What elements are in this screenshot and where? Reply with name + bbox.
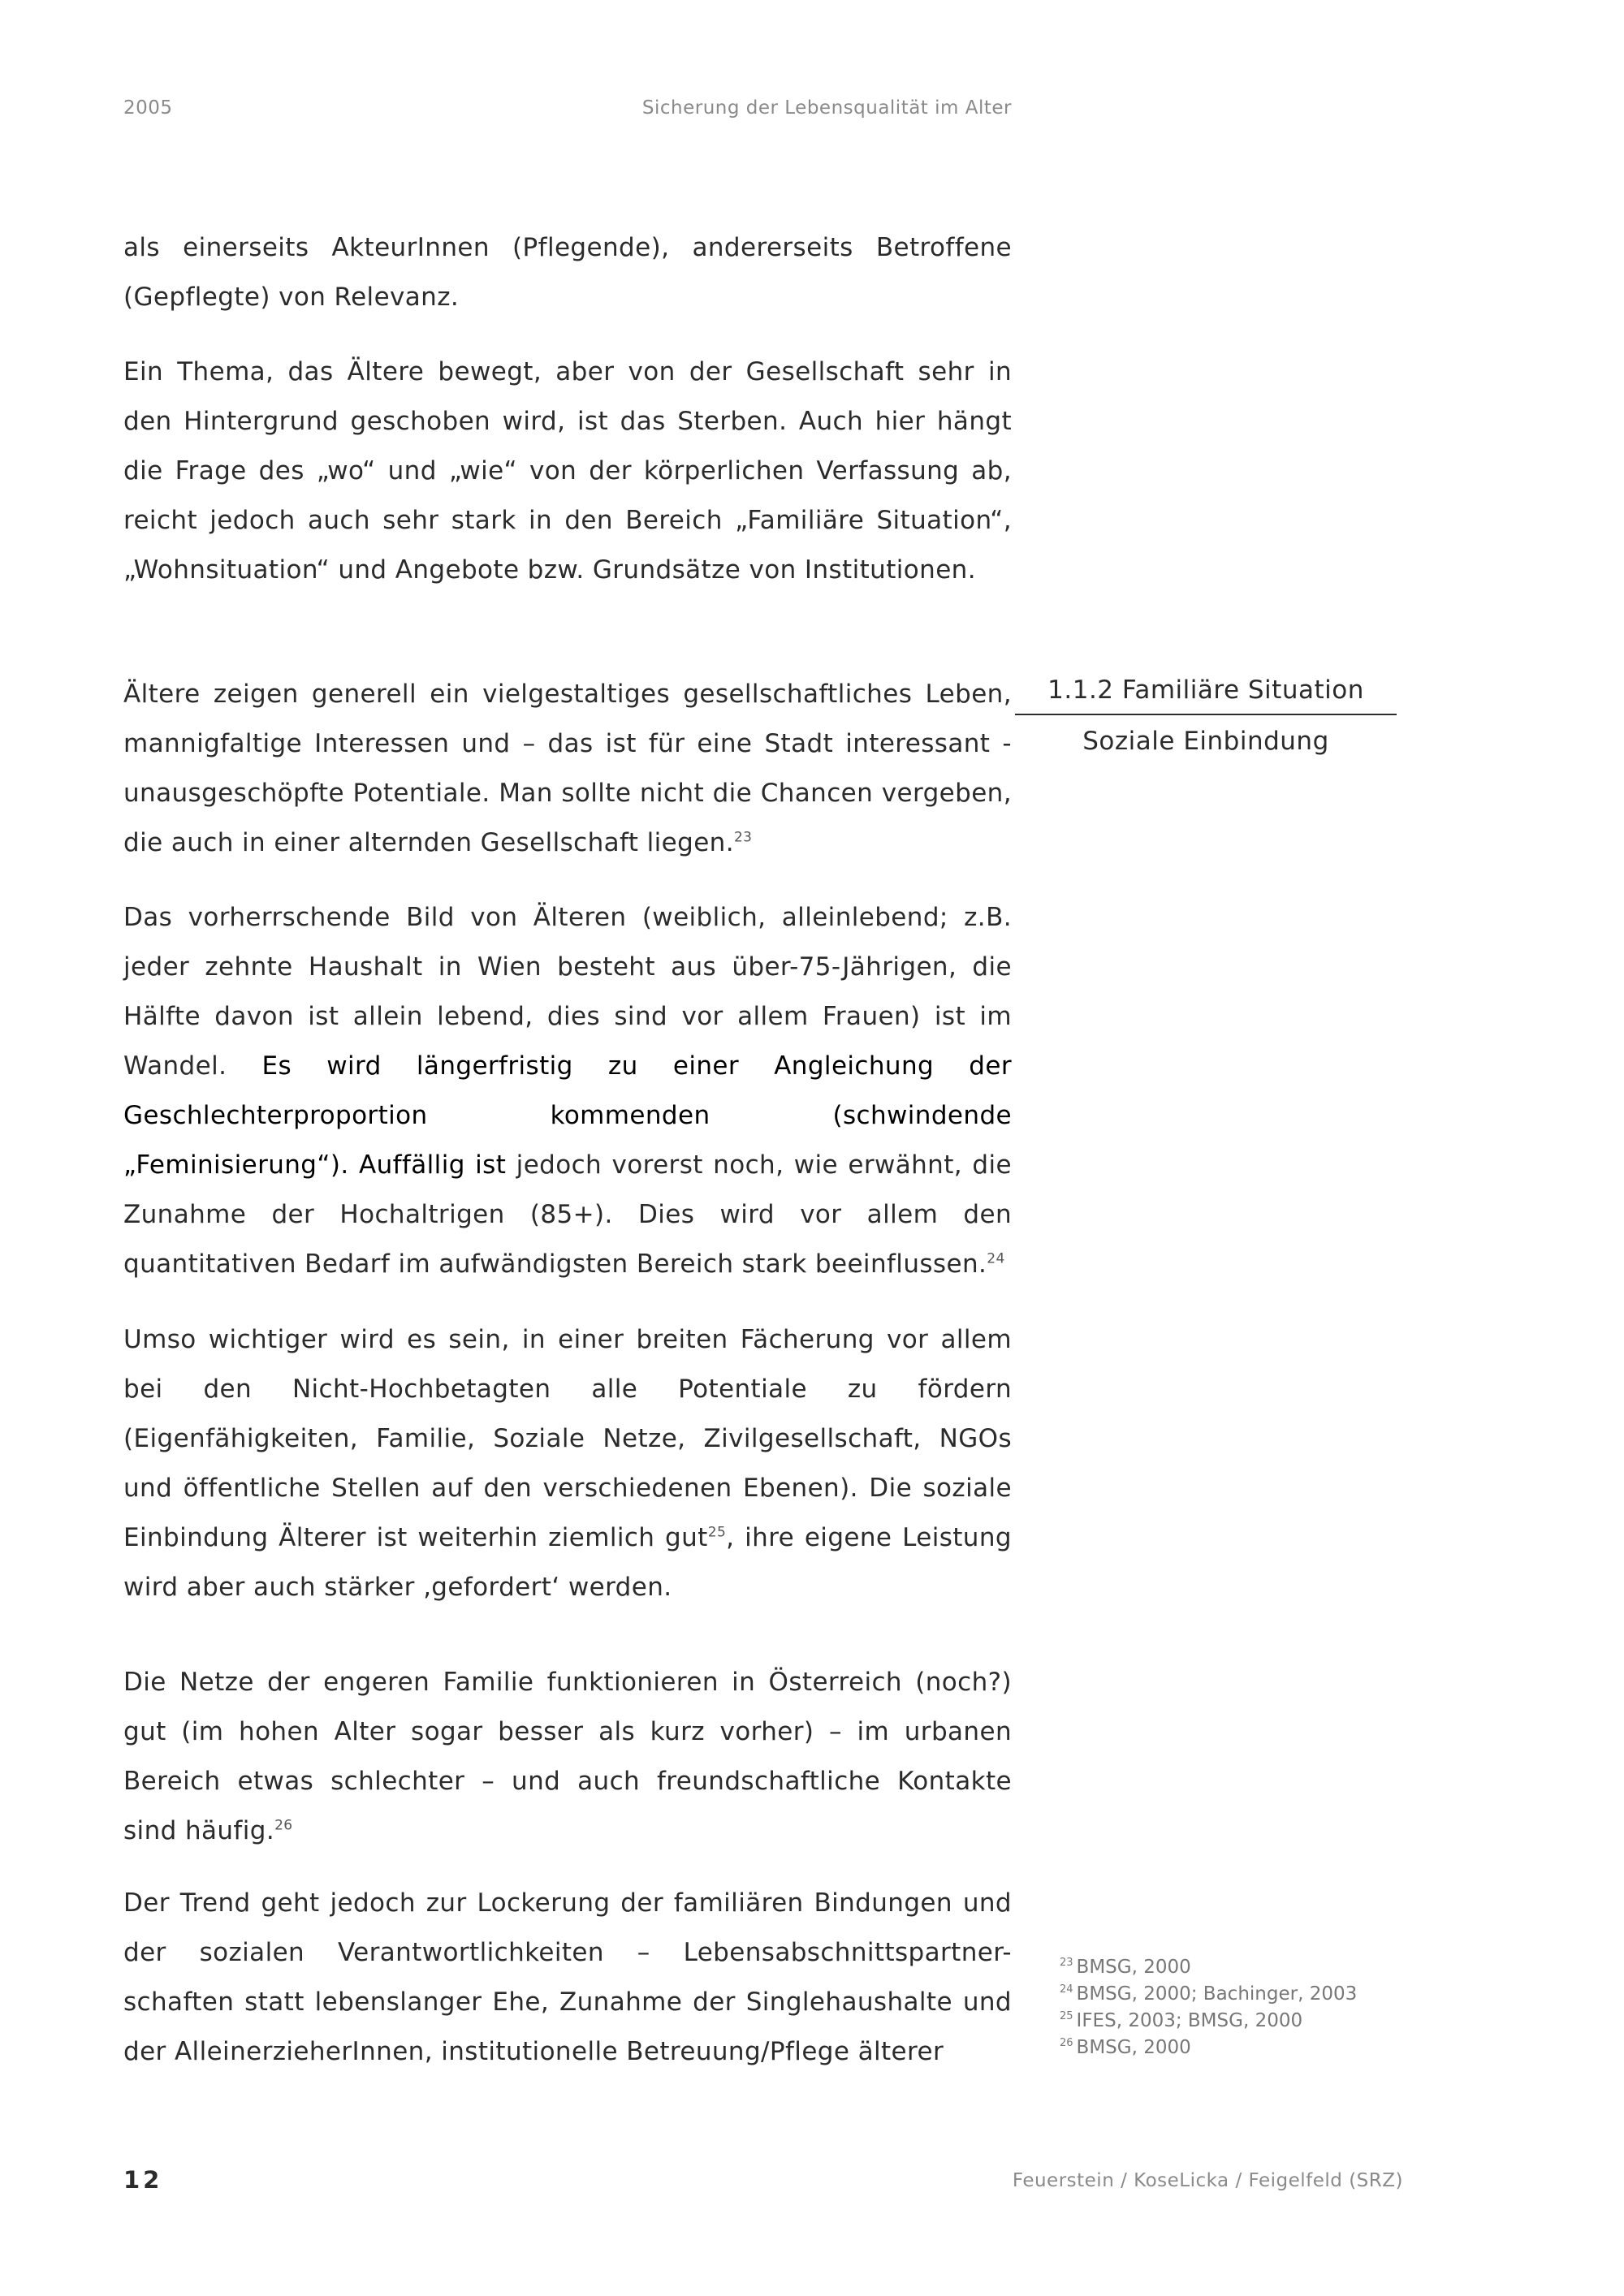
footnote-number: 24 xyxy=(1060,1983,1073,1996)
paragraph-text: Der Trend geht jedoch zur Lockerung der familiären Bindungen und der sozialen Verantwortlichkeiten – Lebensabschnittspartner-schaften statt lebenslanger Ehe, Zunahme der Singlehaushalte und der AlleinerzieherInnen, institutionelle Betreuung/Pflege älterer xyxy=(123,1888,1012,2066)
paragraph-5 xyxy=(123,1315,1012,1612)
footnote-number: 26 xyxy=(1060,2037,1073,2050)
section-subheading: Soziale Einbindung xyxy=(1082,727,1329,756)
footnote-text: IFES, 2003; BMSG, 2000 xyxy=(1076,2010,1303,2031)
section-heading-rule xyxy=(1015,714,1397,715)
footnote-number: 25 xyxy=(1060,2010,1073,2023)
paragraph-text: Ein Thema, das Ältere bewegt, aber von der Gesellschaft sehr in den Hintergrund geschoben wird, ist das Sterben. Auch hier hängt die Frage des „wo“ und „wie“ von der körperlichen Verfassung ab, reicht jedoch auch sehr stark in den Bereich „Familiäre Situation“, „Wohnsituation“ und Angebote bzw. Grundsätze von Institutionen. xyxy=(123,357,1012,585)
header-title: Sicherung der Lebensqualität im Alter xyxy=(641,97,1012,119)
footnote-ref-25[interactable]: 25 xyxy=(707,1524,727,1541)
paragraph-2 xyxy=(123,347,1012,595)
paragraph-emphasis: Es wird längerfristig zu einer Angleichung der Geschlechterproportion kommenden (schwindende „Feminisierung“). Auffällig ist xyxy=(123,1051,1012,1180)
footnote-text: BMSG, 2000 xyxy=(1076,2037,1191,2058)
paragraph-text: jedoch vorerst noch, wie erwähnt, die Zunahme der Hochaltrigen (85+). Dies wird vor allem den quantitativen Bedarf im aufwändigsten Bereich stark beeinflussen. xyxy=(123,1150,1012,1279)
footnote-23 xyxy=(1060,1954,1417,1981)
footnote-25 xyxy=(1060,2008,1417,2035)
paragraph-4 xyxy=(123,893,1012,1289)
footnote-ref-23[interactable]: 23 xyxy=(733,829,753,846)
paragraph-7 xyxy=(123,1879,1012,2077)
footer-authors: Feuerstein / KoseLicka / Feigelfeld (SRZ) xyxy=(1012,2170,1403,2191)
footnotes-list xyxy=(1060,1954,1417,2061)
footnote-26 xyxy=(1060,2035,1417,2061)
header-year: 2005 xyxy=(123,97,173,119)
footnote-ref-26[interactable]: 26 xyxy=(274,1817,293,1834)
paragraph-text: Das vorherrschende Bild von Älteren (weiblich, alleinlebend; z.B. jeder zehnte Haushalt in Wien besteht aus über-75-Jährigen, die Hälfte davon ist allein lebend, dies sind vor allem Frauen) ist im Wandel. xyxy=(123,903,1012,1081)
page-number: 12 xyxy=(123,2166,163,2194)
section-heading: 1.1.2 Familiäre Situation xyxy=(1047,675,1364,705)
paragraph-6 xyxy=(123,1658,1012,1856)
footnote-number: 23 xyxy=(1060,1957,1073,1970)
paragraph-1 xyxy=(123,223,1012,322)
paragraph-3 xyxy=(123,670,1012,868)
paragraph-text: als einerseits AkteurInnen (Pflegende), andererseits Betroffene (Gepflegte) von Relevanz. xyxy=(123,233,1012,312)
paragraph-text: Ältere zeigen generell ein vielgestaltiges gesellschaftliches Leben, mannigfaltige Interessen und – das ist für eine Stadt interessant - unausgeschöpfte Potentiale. Man sollte nicht die Chancen vergeben, die auch in einer alternden Gesellschaft liegen. xyxy=(123,680,1012,857)
paragraph-text: Umso wichtiger wird es sein, in einer breiten Fächerung vor allem bei den Nicht-Hochbetagten alle Potentiale zu fördern (Eigenfähigkeiten, Familie, Soziale Netze, Zivilgesellschaft, NGOs und öffentliche Stellen auf den verschiedenen Ebenen). Die soziale Einbindung Älterer ist weiterhin ziemlich gut xyxy=(123,1325,1012,1552)
footnote-text: BMSG, 2000 xyxy=(1076,1957,1191,1978)
paragraph-text: Die Netze der engeren Familie funktionieren in Österreich (noch?) gut (im hohen Alter sogar besser als kurz vorher) – im urbanen Bereich etwas schlechter – und auch freundschaftliche Kontakte sind häufig. xyxy=(123,1668,1012,1845)
footnote-text: BMSG, 2000; Bachinger, 2003 xyxy=(1076,1983,1358,2005)
footnote-24 xyxy=(1060,1981,1417,2008)
paragraph-text: , ihre eigene Leistung wird aber auch stärker ‚gefordert‘ werden. xyxy=(123,1523,1012,1602)
footnote-ref-24[interactable]: 24 xyxy=(987,1250,1005,1267)
